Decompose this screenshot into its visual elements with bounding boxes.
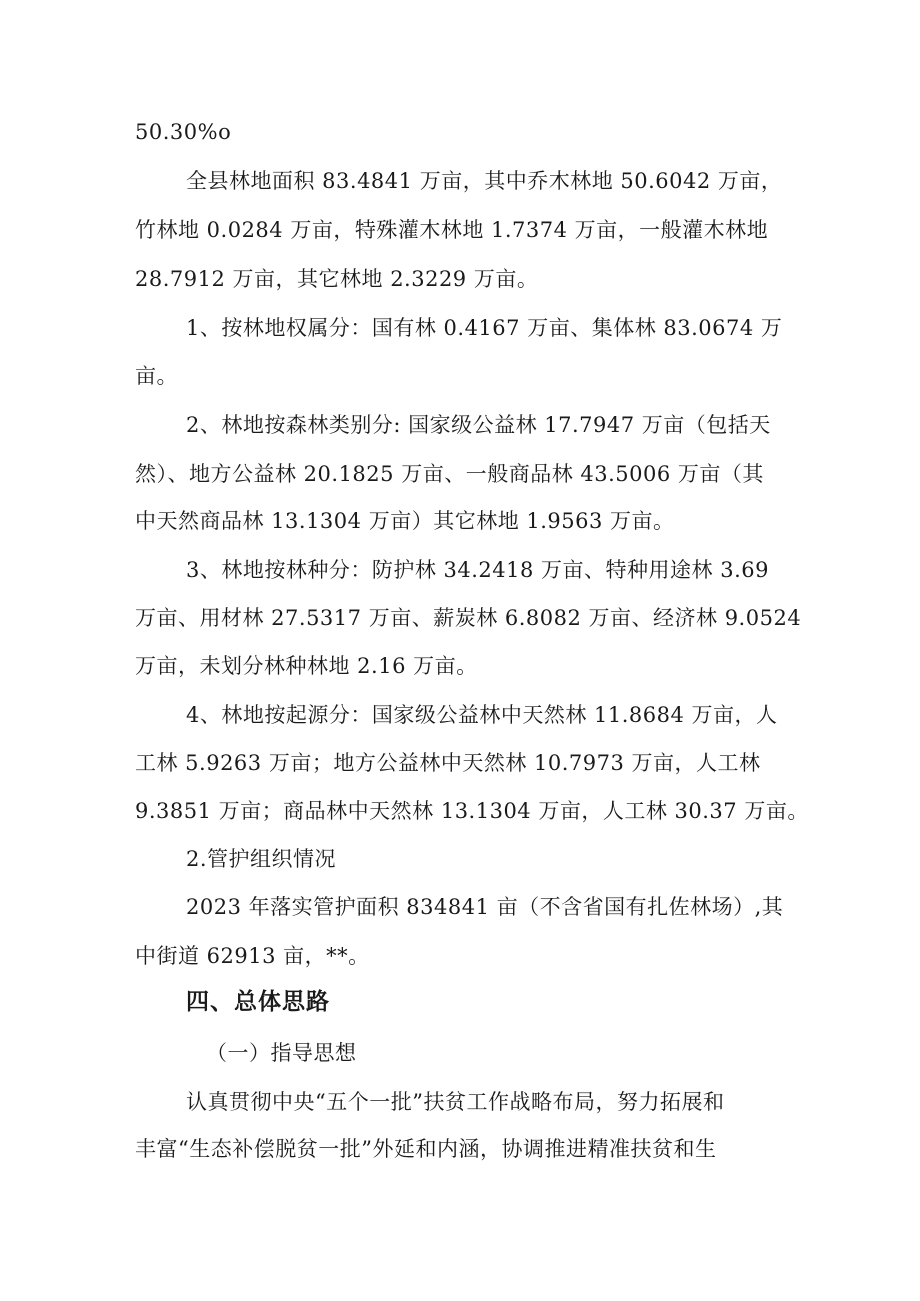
paragraph-line: 亩。 <box>135 364 178 388</box>
paragraph-line: 全县林地面积 83.4841 万亩，其中乔木林地 50.6042 万亩， <box>186 169 783 193</box>
paragraph-line: 28.7912 万亩，其它林地 2.3229 万亩。 <box>135 267 539 291</box>
paragraph-line: 中天然商品林 13.1304 万亩）其它林地 1.9563 万亩。 <box>135 509 675 533</box>
subsection-heading: （一）指导思想 <box>206 1041 357 1065</box>
paragraph-line: 50.30%o <box>135 120 232 144</box>
paragraph-line: 中街道 62913 亩，**。 <box>135 944 370 968</box>
paragraph-line: 万亩，未划分林种林地 2.16 万亩。 <box>135 654 478 678</box>
paragraph-line: 4、林地按起源分：国家级公益林中天然林 11.8684 万亩，人 <box>186 703 778 727</box>
paragraph-line: 9.3851 万亩；商品林中天然林 13.1304 万亩，人工林 30.37 万亩。 <box>135 799 809 823</box>
section-subheading: 2.管护组织情况 <box>186 847 337 871</box>
paragraph-line: 认真贯彻中央“五个一批”扶贫工作战略布局，努力拓展和 <box>186 1090 725 1114</box>
paragraph-line: 1、按林地权属分：国有林 0.4167 万亩、集体林 83.0674 万 <box>186 316 783 340</box>
paragraph-line: 然）、地方公益林 20.1825 万亩、一般商品林 43.5006 万亩（其 <box>135 462 764 486</box>
paragraph-line: 3、林地按林种分：防护林 34.2418 万亩、特种用途林 3.69 <box>186 558 769 582</box>
paragraph-line: 2023 年落实管护面积 834841 亩（不含省国有扎佐林场）,其 <box>186 895 784 919</box>
section-heading: 四、总体思路 <box>186 989 330 1015</box>
paragraph-line: 2、林地按森林类别分: 国家级公益林 17.7947 万亩（包括天 <box>186 413 771 437</box>
paragraph-line: 竹林地 0.0284 万亩，特殊灌木林地 1.7374 万亩，一般灌木林地 <box>135 218 769 242</box>
paragraph-line: 工林 5.9263 万亩；地方公益林中天然林 10.7973 万亩，人工林 <box>135 751 761 775</box>
paragraph-line: 丰富“生态补偿脱贫一批”外延和内涵，协调推进精准扶贫和生 <box>135 1137 717 1161</box>
paragraph-line: 万亩、用材林 27.5317 万亩、薪炭林 6.8082 万亩、经济林 9.0524 <box>135 606 802 630</box>
